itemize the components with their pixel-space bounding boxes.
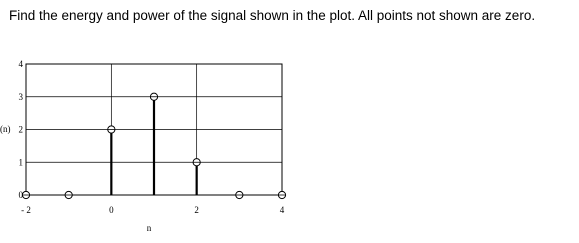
stems: [22, 93, 285, 198]
y-tick-label-4: 4: [18, 59, 23, 69]
x-tick-label-2: 2: [194, 205, 199, 215]
y-axis-label: (n): [0, 124, 11, 134]
question-text: Find the energy and power of the signal shown in the plot. All points not shown are zero.: [9, 8, 536, 23]
y-tick-label-2: 2: [18, 124, 23, 135]
y-tick-label-1: 1: [18, 157, 23, 168]
x-tick-labels: [21, 205, 285, 215]
x-tick-label-1: 0: [109, 205, 114, 215]
y-tick-label-3: 3: [18, 91, 23, 102]
x-tick-label-3: 4: [279, 205, 285, 215]
y-tick-label-0: 0: [18, 190, 23, 200]
y-tick-labels: [19, 59, 24, 200]
x-tick-label-0: - 2: [21, 205, 31, 215]
x-axis-label: n: [146, 223, 152, 233]
